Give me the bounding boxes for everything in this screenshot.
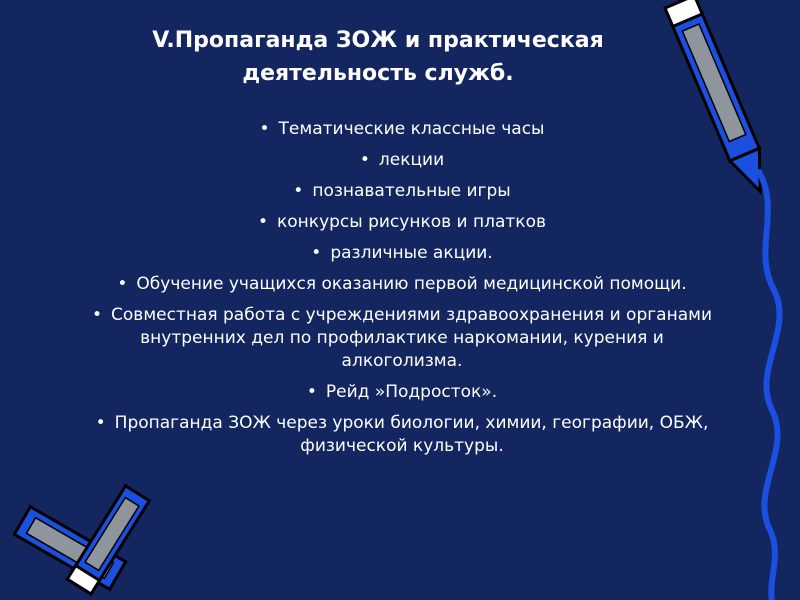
bullet-item: • лекции xyxy=(82,149,722,172)
bullet-item: • познавательные игры xyxy=(82,180,722,203)
pens-icon xyxy=(14,486,149,594)
bullet-list xyxy=(82,118,722,466)
bullet-item: • конкурсы рисунков и платков xyxy=(82,211,722,234)
squiggle-line-icon xyxy=(758,170,780,600)
bullet-item: • Совместная работа с учреждениями здравоохранения и органами внутренних дел по профилактике наркомании, курения и алкоголизма. xyxy=(82,304,722,373)
bullet-item: • Тематические классные часы xyxy=(82,118,722,141)
bullet-item: • Обучение учащихся оказанию первой медицинской помощи. xyxy=(82,273,722,296)
bullet-item: • Пропаганда ЗОЖ через уроки биологии, химии, географии, ОБЖ, физической культуры. xyxy=(82,412,722,458)
bullet-item: • Рейд »Подросток». xyxy=(82,381,722,404)
slide-title: V.Пропаганда ЗОЖ и практическая деятельность служб. xyxy=(152,28,604,86)
bullet-item: • различные акции. xyxy=(82,242,722,265)
